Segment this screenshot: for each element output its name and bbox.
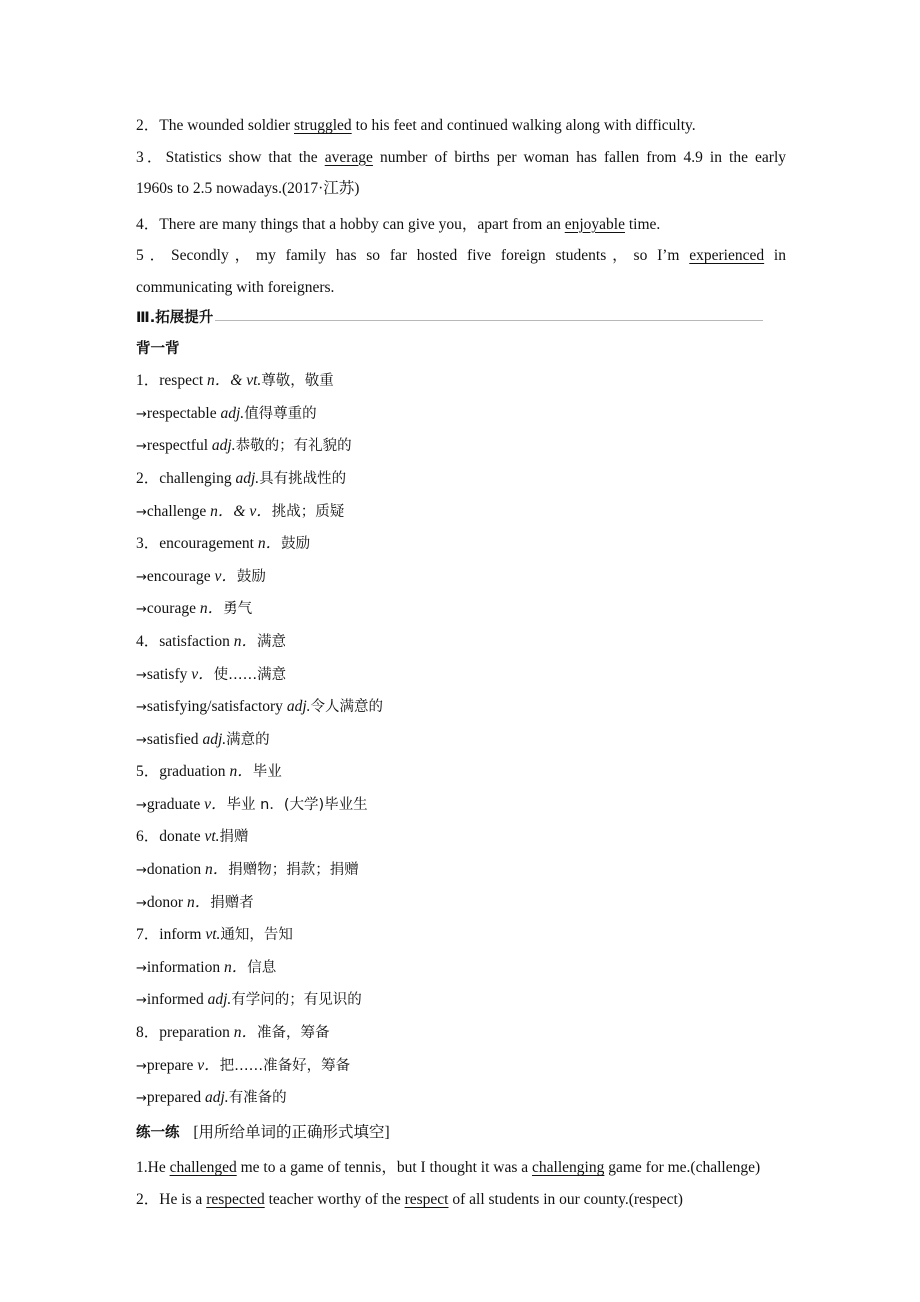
vocab-item — [136, 561, 786, 594]
vocab-prefix: → — [136, 504, 147, 520]
vocab-item — [136, 659, 786, 692]
vocab-meaning: 有学问的；有见识的 — [231, 992, 362, 1009]
vocab-list — [136, 365, 786, 1115]
vocab-prefix: → — [136, 732, 147, 748]
document-page — [136, 110, 786, 1216]
vocab-meaning: 具有挑战性的 — [259, 470, 347, 487]
vocab-word: satisfied — [146, 730, 203, 748]
vocab-meaning: 有准备的 — [228, 1090, 287, 1107]
vocab-word: informed — [146, 991, 208, 1009]
vocab-item — [136, 952, 786, 985]
vocab-word: respectable — [146, 404, 221, 422]
vocab-prefix: 4． — [136, 632, 160, 650]
vocab-word: donor — [146, 893, 187, 911]
vocab-word: donate — [159, 828, 205, 846]
vocab-item — [136, 1050, 786, 1083]
vocab-meaning: 恭敬的；有礼貌的 — [235, 438, 352, 455]
practice-instruction: [用所给单词的正确形式填空] — [193, 1123, 390, 1141]
vocab-word: satisfy — [146, 665, 192, 683]
sentence-4: 4．There are many things that a hobby can give you，apart from an enjoyable time. — [136, 215, 661, 233]
vocab-prefix: → — [136, 797, 147, 813]
vocab-pos: n． — [223, 958, 248, 976]
vocab-word: respect — [159, 372, 208, 390]
vocab-pos: adj. — [211, 437, 236, 455]
vocab-word: satisfying/satisfactory — [146, 698, 287, 716]
answer-respected: respected — [206, 1191, 265, 1208]
vocab-pos: n．& vt. — [207, 372, 262, 390]
vocab-pos: adj. — [205, 1089, 229, 1107]
vocab-prefix: 8． — [136, 1024, 160, 1042]
vocab-meaning: 值得尊重的 — [244, 405, 317, 422]
vocab-pos: n． — [199, 600, 224, 618]
vocab-item — [136, 1082, 786, 1115]
section-divider — [215, 320, 763, 321]
vocab-meaning: 满意的 — [226, 731, 270, 748]
vocab-word: challenge — [146, 502, 211, 520]
vocab-prefix: 1． — [136, 372, 160, 390]
vocab-item — [136, 919, 786, 952]
vocab-item — [136, 984, 786, 1017]
vocab-prefix: → — [136, 863, 147, 879]
vocab-prefix: → — [136, 406, 147, 422]
answer-challenging: challenging — [532, 1159, 605, 1177]
vocab-word: graduation — [159, 763, 230, 781]
vocab-pos: n． — [229, 763, 253, 781]
vocab-pos: v． — [191, 665, 214, 683]
vocab-prefix: → — [136, 439, 147, 455]
vocab-prefix: 6． — [136, 828, 160, 846]
exercise-1: 1.He challenged me to a game of tennis，but I thought it was a challenging game for me.(challenge) — [136, 1159, 761, 1177]
vocab-prefix: → — [136, 960, 147, 976]
vocab-prefix: → — [136, 895, 147, 911]
vocab-pos: adj. — [220, 404, 245, 422]
vocab-prefix: 3． — [136, 535, 160, 553]
vocab-item — [136, 691, 786, 724]
answer-experienced: experienced — [689, 247, 765, 265]
vocab-item — [136, 1017, 786, 1050]
sentence-5-cont: communicating with foreigners. — [136, 278, 335, 296]
sentence-5: 5．Secondly，my family has so far hosted five foreign students，so I’m experienced in — [136, 247, 786, 265]
vocab-word: graduate — [146, 795, 205, 813]
section-3-title: Ⅲ.拓展提升 — [136, 309, 214, 326]
practice-header — [136, 1117, 786, 1150]
vocab-prefix: → — [136, 602, 147, 618]
vocab-word: information — [146, 958, 224, 976]
recite-heading: 背一背 — [136, 340, 180, 357]
vocab-pos: adj. — [286, 698, 311, 716]
vocab-meaning: 信息 — [247, 959, 277, 976]
vocab-word: inform — [159, 926, 206, 944]
vocab-pos: n．& v． — [210, 502, 272, 520]
section-3-header — [136, 304, 786, 332]
vocab-meaning: 挑战；质疑 — [271, 503, 345, 520]
vocab-meaning: 鼓励 — [236, 568, 266, 585]
vocab-word: encouragement — [159, 535, 258, 553]
vocab-item — [136, 496, 786, 529]
vocab-pos: n． — [233, 632, 257, 650]
vocab-item — [136, 463, 786, 496]
vocab-meaning: 令人满意的 — [310, 699, 383, 716]
vocab-meaning: 鼓励 — [281, 536, 311, 553]
vocab-word: courage — [146, 600, 200, 618]
vocab-pos: adj. — [202, 730, 227, 748]
vocab-prefix: 5． — [136, 763, 160, 781]
vocab-prefix: → — [136, 1058, 147, 1074]
vocab-item — [136, 789, 786, 822]
vocab-word: respectful — [146, 437, 212, 455]
vocab-word: encourage — [146, 567, 215, 585]
sentence-3: 3．Statistics show that the average number of births per woman has fallen from 4.9 in the early — [136, 148, 786, 166]
answer-struggled: struggled — [294, 117, 352, 134]
vocab-pos: adj. — [235, 469, 260, 487]
vocab-pos: n． — [186, 893, 211, 911]
vocab-meaning: 捐赠者 — [210, 894, 254, 911]
vocab-prefix: → — [136, 700, 147, 716]
vocab-pos: n． — [233, 1024, 257, 1042]
vocab-meaning: 毕业 n．(大学)毕业生 — [226, 796, 368, 813]
exercise-2: 2．He is a respected teacher worthy of the respect of all students in our county.(respect) — [136, 1191, 683, 1208]
vocab-meaning: 满意 — [257, 633, 286, 650]
vocab-pos: n． — [257, 535, 282, 553]
vocab-meaning: 准备，筹备 — [256, 1025, 330, 1042]
vocab-prefix: → — [136, 569, 147, 585]
vocab-word: donation — [146, 861, 206, 879]
vocab-pos: vt. — [205, 926, 221, 944]
answer-enjoyable: enjoyable — [564, 215, 625, 233]
vocab-meaning: 勇气 — [223, 601, 253, 618]
vocab-pos: adj. — [207, 991, 232, 1009]
vocab-prefix: 7． — [136, 926, 160, 944]
vocab-word: preparation — [159, 1024, 234, 1042]
sentence-2: 2．The wounded soldier struggled to his feet and continued walking along with difficulty. — [136, 117, 696, 134]
vocab-word: satisfaction — [159, 632, 234, 650]
vocab-meaning: 把……准备好，筹备 — [219, 1057, 351, 1074]
answer-challenged: challenged — [169, 1159, 237, 1177]
vocab-item — [136, 626, 786, 659]
vocab-meaning: 毕业 — [252, 764, 282, 781]
vocab-item — [136, 887, 786, 920]
vocab-item — [136, 854, 786, 887]
vocab-prefix: → — [136, 1091, 147, 1107]
answer-respect: respect — [404, 1191, 449, 1208]
vocab-item — [136, 430, 786, 463]
vocab-meaning: 捐赠物；捐款；捐赠 — [228, 862, 359, 879]
vocab-pos: n． — [205, 861, 229, 879]
vocab-meaning: 捐赠 — [219, 829, 249, 846]
vocab-meaning: 使……满意 — [213, 666, 287, 683]
vocab-meaning: 通知，告知 — [220, 927, 293, 944]
sentence-3-cont: 1960s to 2.5 nowadays.(2017·江苏) — [136, 180, 360, 198]
vocab-item — [136, 398, 786, 431]
vocab-pos: v． — [197, 1056, 220, 1074]
vocab-item — [136, 756, 786, 789]
vocab-meaning: 尊敬，敬重 — [261, 373, 334, 390]
vocab-prefix: 2． — [136, 469, 160, 487]
vocab-word: prepare — [146, 1056, 198, 1074]
vocab-item — [136, 365, 786, 398]
vocab-word: prepared — [146, 1089, 205, 1107]
answer-average: average — [324, 148, 373, 166]
vocab-prefix: → — [136, 667, 147, 683]
practice-title: 练一练 — [136, 1124, 180, 1141]
vocab-pos: vt. — [204, 828, 220, 846]
vocab-item — [136, 528, 786, 561]
vocab-pos: v． — [214, 567, 237, 585]
vocab-prefix: → — [136, 993, 147, 1009]
vocab-item — [136, 724, 786, 757]
vocab-pos: v． — [204, 795, 227, 813]
vocab-item — [136, 821, 786, 854]
vocab-word: challenging — [159, 469, 236, 487]
vocab-item — [136, 593, 786, 626]
